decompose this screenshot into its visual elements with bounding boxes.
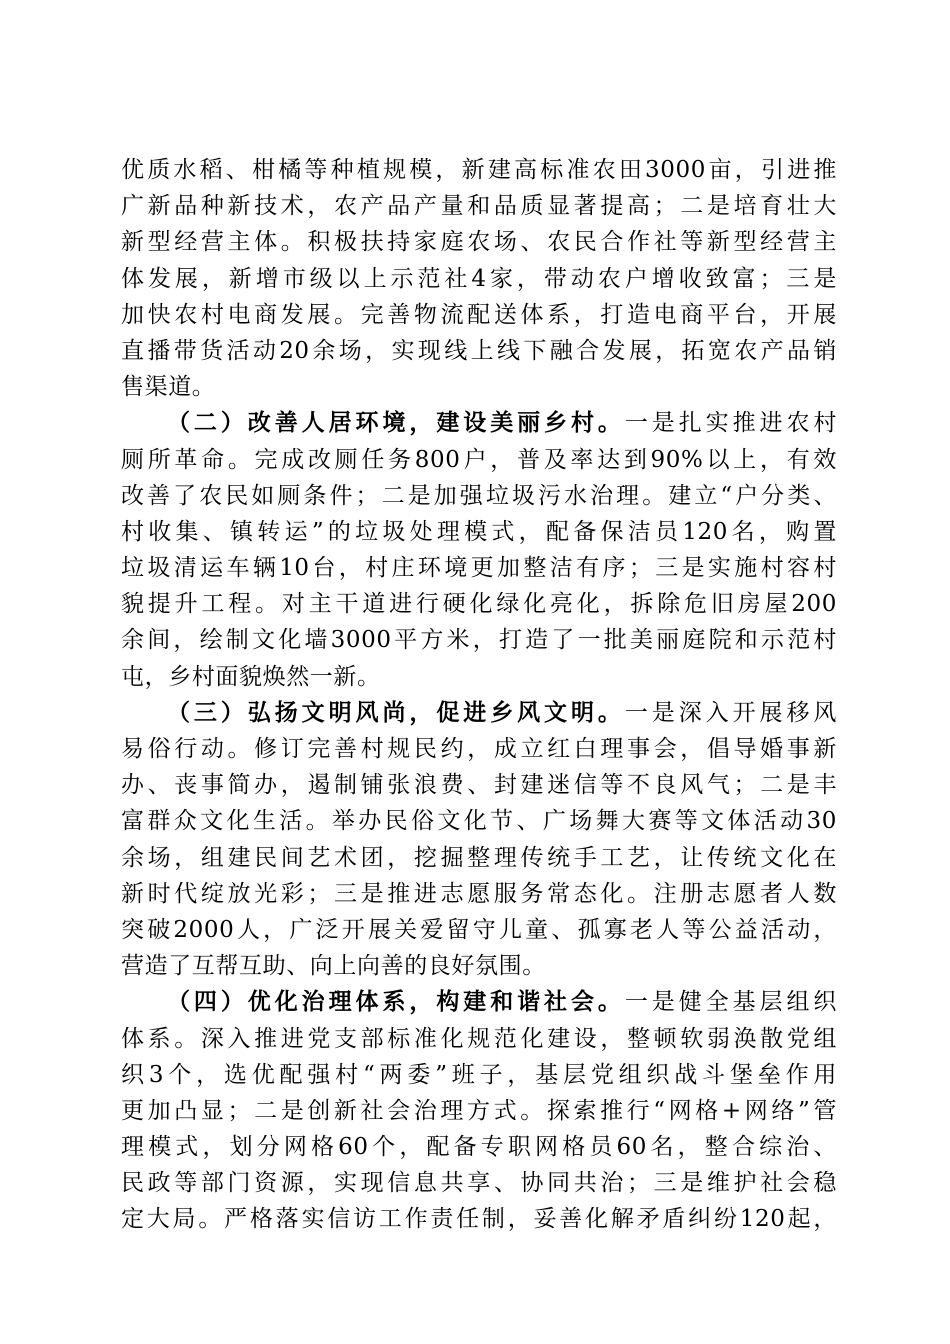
- text-line: 突破2000人，广泛开展关爱留守儿童、孤寡老人等公益活动，: [121, 916, 837, 943]
- text-line: 貌提升工程。对主干道进行硬化绿化亮化，拆除危旧房屋200: [121, 591, 837, 618]
- text-line: 垃圾清运车辆10台，村庄环境更加整洁有序；三是实施村容村: [121, 555, 837, 582]
- text-line: 理模式，划分网格60个，配备专职网格员60名，整合综治、: [121, 1134, 837, 1161]
- text-line: 新时代绽放光彩；三是推进志愿服务常态化。注册志愿者人数: [121, 880, 837, 907]
- text-line: 优质水稻、柑橘等种植规模，新建高标准农田3000亩，引进推: [121, 157, 837, 183]
- text-line: 广新品种新技术，农产品产量和品质显著提高；二是培育壮大: [121, 193, 837, 220]
- text-line: 富群众文化生活。举办民俗文化节、广场舞大赛等文体活动30: [121, 808, 837, 835]
- section-2-heading: （二）改善人居环境，建设美丽乡村。: [167, 409, 625, 437]
- text-line: 余间，绘制文化墙3000平方米，打造了一批美丽庭院和示范村: [121, 627, 837, 654]
- text-line: 屯，乡村面貌焕然一新。: [121, 663, 381, 690]
- text-line: 体系。深入推进党支部标准化规范化建设，整顿软弱涣散党组: [121, 1025, 837, 1052]
- text-line: 加快农村电商发展。完善物流配送体系，打造电商平台，开展: [121, 301, 837, 328]
- text-line: 售渠道。: [121, 374, 216, 401]
- text-line: 办、丧事简办，遏制铺张浪费、封建迷信等不良风气；二是丰: [121, 772, 837, 799]
- section-4-first-line: （四）优化治理体系，构建和谐社会。一是健全基层组织: [167, 988, 837, 1016]
- section-3-first-line: （三）弘扬文明风尚，促进乡风文明。一是深入开展移风: [167, 698, 837, 726]
- text-line: 更加凸显；二是创新社会治理方式。探索推行“网格+网络”管: [121, 1097, 837, 1124]
- text-line: 定大局。严格落实信访工作责任制，妥善化解矛盾纠纷120起，: [121, 1206, 837, 1233]
- text-line: 体发展，新增市级以上示范社4家，带动农户增收致富；三是: [121, 265, 837, 292]
- section-3-heading: （三）弘扬文明风尚，促进乡风文明。: [167, 698, 625, 726]
- text-line: 织3个，选优配强村“两委”班子，基层党组织战斗堡垒作用: [121, 1061, 837, 1088]
- text-line: 改善了农民如厕条件；二是加强垃圾污水治理。建立“户分类、: [121, 482, 837, 509]
- text-line: 易俗行动。修订完善村规民约，成立红白理事会，倡导婚事新: [121, 736, 837, 762]
- section-4-heading: （四）优化治理体系，构建和谐社会。: [167, 988, 625, 1016]
- text-line: 村收集、镇转运”的垃圾处理模式，配备保洁员120名，购置: [121, 518, 837, 545]
- text-line: 厕所革命。完成改厕任务800户，普及率达到90%以上，有效: [121, 446, 837, 473]
- text-line: 营造了互帮互助、向上向善的良好氛围。: [121, 953, 546, 980]
- document-body: [121, 152, 837, 1238]
- section-2-first-line: （二）改善人居环境，建设美丽乡村。一是扎实推进农村: [167, 409, 837, 437]
- text-line: 民政等部门资源，实现信息共享、协同共治；三是维护社会稳: [121, 1170, 837, 1197]
- text-line: 余场，组建民间艺术团，挖掘整理传统手工艺，让传统文化在: [121, 844, 837, 871]
- text-line: 直播带货活动20余场，实现线上线下融合发展，拓宽农产品销: [121, 337, 837, 364]
- text-line: 新型经营主体。积极扶持家庭农场、农民合作社等新型经营主: [121, 229, 837, 256]
